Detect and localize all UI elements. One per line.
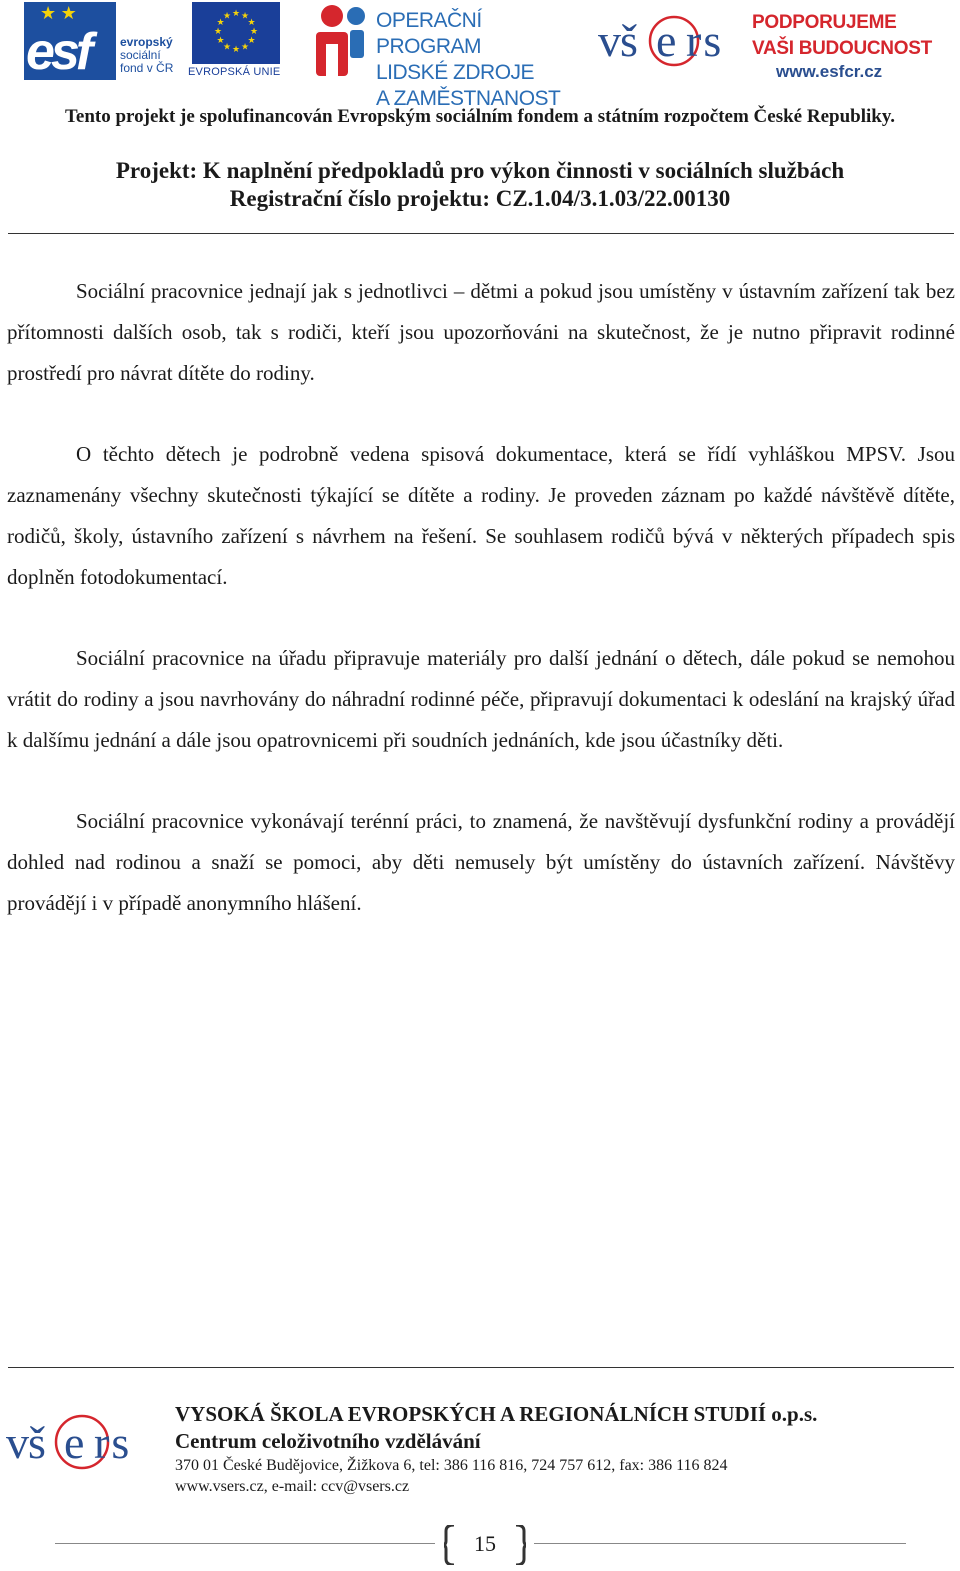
eu-logo-text: EVROPSKÁ UNIE bbox=[188, 66, 281, 78]
podporujeme-text bbox=[752, 10, 932, 62]
op-text-line-3: A ZAMĚSTNANOST bbox=[376, 87, 561, 110]
page-number: 15 bbox=[474, 1531, 496, 1556]
svg-text:★: ★ bbox=[247, 18, 256, 28]
podporujeme-url: www.esfcr.cz bbox=[776, 62, 883, 81]
footer-school-name: VYSOKÁ ŠKOLA EVROPSKÝCH A REGIONÁLNÍCH STUDIÍ o.p.s. bbox=[175, 1402, 818, 1426]
svg-text:★: ★ bbox=[216, 36, 225, 46]
svg-text:★: ★ bbox=[222, 42, 232, 53]
page-number-rule-right bbox=[534, 1543, 906, 1544]
paragraph: Sociální pracovnice na úřadu připravuje materiály pro další jednání o dětech, dále pokud se nemohou vrátit do rodiny a jsou navrhovány do náhradní rodinné péče, připravují dokumentaci k odeslání na krajský úřad k dalšímu jednání a dále jsou opatrovnicemi při soudních jednáních, kde jsou účastníky děti. bbox=[7, 646, 955, 752]
footer-center-name: Centrum celoživotního vzdělávání bbox=[175, 1429, 481, 1453]
svg-text:e: e bbox=[64, 1417, 85, 1468]
vsers-logo-icon bbox=[596, 0, 744, 84]
svg-text:rs: rs bbox=[686, 15, 724, 66]
podporujeme-line-2: VAŠI BUDOUCNOST bbox=[752, 38, 932, 59]
project-name: Projekt: K naplnění předpokladů pro výkon činnosti v sociálních službách bbox=[115, 158, 845, 183]
esf-text-line-2: sociální bbox=[120, 48, 161, 62]
op-logo-text bbox=[376, 8, 590, 112]
esf-logo-text bbox=[120, 36, 173, 75]
svg-text:★: ★ bbox=[231, 9, 241, 19]
project-title bbox=[0, 157, 960, 213]
svg-text:★: ★ bbox=[240, 42, 250, 53]
footer-vsers-logo bbox=[6, 1398, 152, 1484]
document-body bbox=[7, 271, 955, 965]
header-divider bbox=[8, 233, 954, 234]
eu-stars-icon bbox=[192, 2, 280, 64]
paragraph: Sociální pracovnice jednají jak s jednotlivci – dětmi a pokud jsou umístěny v ústavním zařízení tak bez přítomnosti dalších osob, tak s rodiči, kteří jsou upozorňováni na skutečnost, že je nutno připravit rodinné prostředí pro návrat dítěte do rodiny. bbox=[7, 279, 955, 385]
svg-text:★: ★ bbox=[231, 45, 241, 55]
vsers-logo-icon bbox=[6, 1398, 152, 1484]
svg-text:rs: rs bbox=[94, 1417, 132, 1468]
svg-text:★: ★ bbox=[222, 11, 232, 22]
funding-note: Tento projekt je spolufinancován Evropským sociálním fondem a státním rozpočtem České Republiky. bbox=[64, 106, 896, 127]
svg-text:★: ★ bbox=[249, 27, 259, 37]
footer-institution bbox=[175, 1401, 817, 1455]
footer-web: www.vsers.cz, e-mail: ccv@vsers.cz bbox=[175, 1478, 410, 1495]
logo-bar bbox=[24, 0, 940, 110]
svg-text:★: ★ bbox=[213, 27, 223, 37]
op-text-line-1: OPERAČNÍ PROGRAM bbox=[376, 9, 482, 58]
podporujeme-line-1: PODPORUJEME bbox=[752, 12, 897, 33]
svg-text:vš: vš bbox=[6, 1417, 45, 1468]
vsers-logo bbox=[596, 0, 744, 84]
esf-logo bbox=[24, 0, 184, 84]
page-number-box bbox=[444, 1525, 526, 1565]
svg-text:★: ★ bbox=[247, 36, 256, 46]
footer-divider bbox=[8, 1367, 954, 1368]
op-text-line-2: LIDSKÉ ZDROJE bbox=[376, 61, 535, 84]
project-registration: Registrační číslo projektu: CZ.1.04/3.1.03/22.00130 bbox=[229, 186, 731, 211]
paragraph: Sociální pracovnice vykonávají terénní práci, to znamená, že navštěvují dysfunkční rodiny a provádějí dohled nad rodinou a snaží se pomoci, aby děti nemusely být umístěny do ústavních zařízení. Návštěvy provádějí i v případě anonymního hlášení. bbox=[7, 809, 955, 915]
footer-address: 370 01 České Budějovice, Žižkova 6, tel: 386 116 816, 724 757 612, fax: 386 116 824 bbox=[175, 1457, 728, 1474]
svg-text:vš: vš bbox=[598, 15, 637, 66]
podporujeme-logo bbox=[750, 0, 944, 84]
paragraph: O těchto dětech je podrobně vedena spisová dokumentace, která se řídí vyhláškou MPSV. Jsou zaznamenány všechny skutečnosti týkající se dítěte a rodiny. Je proveden záznam po každé návštěvě dítěte, rodičů, školy, ústavního zařízení s návrhem na řešení. Se souhlasem rodičů bývá v některých případech spis doplněn fotodokumentací. bbox=[7, 442, 955, 589]
esf-star-icon: ★ ★ bbox=[40, 3, 77, 23]
footer-contact bbox=[175, 1455, 728, 1497]
op-person-icon bbox=[312, 2, 370, 80]
eu-flag-icon bbox=[192, 2, 280, 64]
svg-text:★: ★ bbox=[216, 18, 225, 28]
svg-text:e: e bbox=[656, 15, 677, 66]
op-lzz-logo bbox=[310, 0, 590, 110]
page-number-rule-left bbox=[55, 1543, 435, 1544]
eu-logo bbox=[188, 0, 284, 84]
esf-text-line-1: evropský bbox=[120, 35, 173, 49]
esf-logo-letters: esf bbox=[26, 23, 90, 81]
esf-text-line-3: fond v ČR bbox=[120, 61, 174, 75]
svg-text:★: ★ bbox=[240, 11, 250, 22]
